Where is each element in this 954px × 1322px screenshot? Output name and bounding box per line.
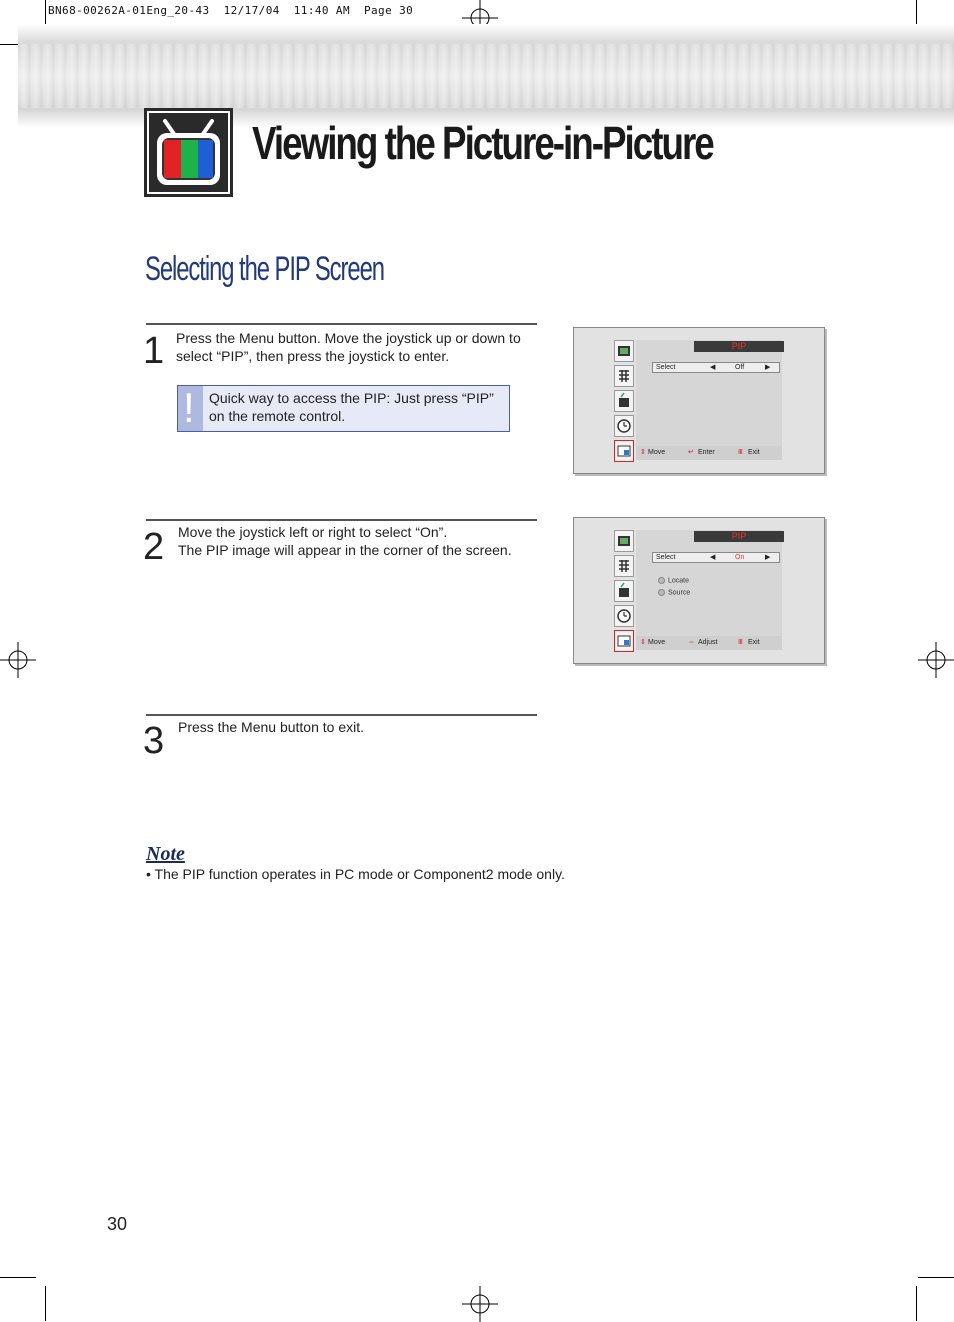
exclamation-icon: ! — [183, 384, 195, 431]
osd-title: PIP — [694, 531, 784, 542]
menu-exit-icon: Ⅲ — [738, 639, 743, 646]
osd-select-row — [652, 552, 780, 563]
right-arrow-icon: ▶ — [765, 364, 771, 371]
bullet-icon — [658, 577, 665, 584]
right-arrow-icon: ▶ — [765, 554, 771, 561]
step-text-line: The PIP image will appear in the corner of the screen. — [178, 542, 512, 558]
step-text — [178, 523, 536, 559]
osd-foot-move: Move — [648, 449, 666, 456]
step-number: 2 — [143, 526, 165, 568]
print-slug: BN68-00262A-01Eng_20-43 12/17/04 11:40 AM Page 30 — [48, 4, 414, 17]
osd-title: PIP — [694, 341, 784, 352]
osd-foot-adjust: Adjust — [698, 639, 718, 646]
osd-foot-enter: Enter — [698, 449, 715, 456]
step-text-line: Move the joystick left or right to select “On”. — [178, 524, 448, 540]
step-divider — [146, 323, 537, 325]
crop-mark — [918, 1277, 954, 1278]
step-text: Press the Menu button to exit. — [178, 719, 364, 735]
crop-mark — [45, 1286, 46, 1321]
step-number: 3 — [143, 720, 165, 762]
menu-exit-icon: Ⅲ — [738, 449, 743, 456]
crop-mark — [0, 1277, 36, 1278]
osd-footer — [636, 636, 782, 650]
section-title: Selecting the PIP Screen — [145, 250, 384, 288]
picture-menu-icon — [614, 530, 634, 552]
osd-screen — [573, 517, 825, 664]
sound-menu-icon — [614, 365, 634, 387]
page-title: Viewing the Picture-in-Picture — [252, 117, 713, 169]
step-divider — [146, 714, 537, 716]
tip-box — [177, 385, 510, 432]
osd-panel — [636, 340, 782, 460]
osd-icon-column — [614, 530, 634, 655]
osd-icon-column — [614, 340, 634, 465]
bullet-icon — [658, 589, 665, 596]
page-number: 30 — [107, 1214, 128, 1234]
osd-select-value: On — [735, 554, 745, 561]
clock-menu-icon — [614, 415, 634, 437]
step-number: 1 — [143, 330, 165, 372]
pip-menu-icon — [614, 440, 634, 462]
osd-panel — [636, 530, 782, 650]
osd-option — [658, 577, 689, 584]
registration-mark-icon — [0, 642, 36, 678]
osd-foot-exit: Exit — [748, 449, 760, 456]
registration-mark-icon — [462, 1286, 498, 1322]
tip-text: Quick way to access the PIP: Just press “PIP” on the remote control. — [209, 390, 494, 424]
left-arrow-icon: ◀ — [710, 554, 716, 561]
osd-option-label: Locate — [668, 577, 690, 585]
channel-menu-icon — [614, 390, 634, 412]
sound-menu-icon — [614, 555, 634, 577]
move-icon: ⇕ — [640, 449, 646, 456]
move-icon: ⇕ — [640, 639, 646, 646]
note-text: • The PIP function operates in PC mode or Component2 mode only. — [146, 866, 565, 882]
header-band-texture — [18, 44, 954, 108]
osd-select-value: Off — [735, 364, 745, 371]
pip-menu-icon — [614, 630, 634, 652]
osd-foot-exit: Exit — [748, 639, 760, 646]
osd-foot-move: Move — [648, 639, 666, 646]
osd-screen — [573, 327, 825, 474]
clock-menu-icon — [614, 605, 634, 627]
registration-mark-icon — [918, 642, 954, 678]
osd-footer — [636, 446, 782, 460]
step-divider — [146, 519, 537, 521]
enter-icon: ↵ — [688, 449, 694, 456]
crop-mark — [916, 1286, 917, 1321]
note-title: Note — [146, 843, 185, 865]
osd-select-row — [652, 362, 780, 373]
tip-bar — [178, 386, 203, 431]
osd-select-label: Select — [656, 364, 676, 371]
picture-menu-icon — [614, 340, 634, 362]
osd-select-label: Select — [656, 554, 676, 561]
left-arrow-icon: ◀ — [710, 364, 716, 371]
adjust-icon: ⇔ — [688, 639, 695, 646]
osd-option-label: Source — [668, 589, 691, 597]
osd-option — [658, 589, 690, 596]
channel-menu-icon — [614, 580, 634, 602]
step-text: Press the Menu button. Move the joystick up or down to select “PIP”, then press the joystick to enter. — [176, 330, 521, 364]
tv-icon — [144, 108, 233, 197]
